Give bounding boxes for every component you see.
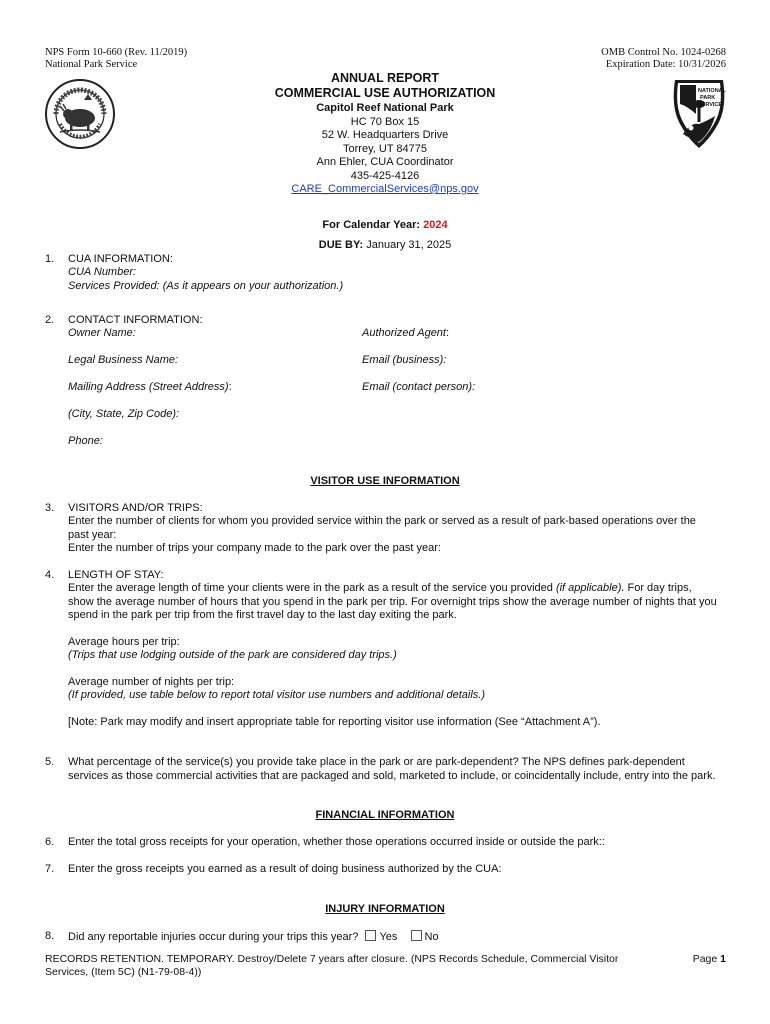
trips-question: Enter the number of trips your company made to the park over the past year: bbox=[68, 542, 441, 554]
coordinator-phone: 435-425-4126 bbox=[350, 169, 420, 182]
form-number: NPS Form 10-660 (Rev. 11/2019) bbox=[45, 47, 188, 58]
due-date bbox=[150, 239, 620, 253]
city-state-zip-field: (City, State, Zip Code): bbox=[68, 408, 180, 420]
section-4-number: 4. bbox=[45, 569, 55, 581]
due-date-value: January 31, 2025 bbox=[363, 239, 452, 251]
records-retention-footer: RECORDS RETENTION. TEMPORARY. Destroy/Delete 7 years after closure. (NPS Records Schedule, Commercial Visitor Services, (Item 5C) (N1-79-08-4)) bbox=[45, 953, 619, 978]
calendar-year-label: For Calendar Year: bbox=[322, 219, 424, 231]
email-link[interactable]: CARE_CommercialServices@nps.gov bbox=[291, 183, 479, 195]
phone-field: Phone: bbox=[68, 435, 103, 447]
page-label: Page bbox=[692, 953, 721, 965]
calendar-year-value: 2024 bbox=[423, 219, 448, 231]
injury-question-row bbox=[68, 930, 439, 945]
arrowhead-text-service: SERVICE bbox=[698, 102, 723, 108]
title-block bbox=[150, 71, 620, 197]
injury-heading: INJURY INFORMATION bbox=[325, 903, 445, 915]
owner-name-field: Owner Name: bbox=[68, 327, 136, 339]
section-2-number: 2. bbox=[45, 314, 55, 326]
section-6-number: 6. bbox=[45, 836, 55, 848]
section-5-number: 5. bbox=[45, 756, 55, 768]
yes-label: Yes bbox=[379, 931, 398, 943]
email-business-field: Email (business): bbox=[362, 354, 447, 366]
email-contact-field: Email (contact person): bbox=[362, 381, 476, 393]
section-1-number: 1. bbox=[45, 253, 55, 265]
no-label: No bbox=[424, 931, 439, 943]
authorized-agent-colon: : bbox=[445, 327, 450, 339]
arrowhead-text-national: NATIONAL bbox=[698, 88, 727, 94]
page-number-value: 1 bbox=[720, 953, 726, 965]
mailing-address-label: Mailing Address (Street Address) bbox=[68, 381, 229, 393]
arrowhead-text-park: PARK bbox=[700, 95, 716, 101]
nps-arrowhead-icon bbox=[669, 76, 729, 150]
page-number bbox=[693, 953, 726, 967]
park-modification-note: [Note: Park may modify and insert appropriate table for reporting visitor use information (See “Attachment A”). bbox=[68, 716, 601, 728]
visitors-clients-question: Enter the number of clients for whom you provided service within the park or served as a result of park-based operations over the past year: bbox=[68, 515, 696, 541]
mailing-address-colon: : bbox=[228, 381, 232, 393]
due-date-label: DUE BY: bbox=[318, 239, 364, 251]
average-hours-note: (Trips that use lodging outside of the park are considered day trips.) bbox=[68, 649, 397, 661]
injury-question: Did any reportable injuries occur during your trips this year? bbox=[68, 931, 359, 943]
park-dependent-question: What percentage of the service(s) you provide take place in the park or are park-dependent? The NPS defines park-dependent services as those commercial activities that are packaged and sold, marketed to include, or coincidentally include, entry into the park. bbox=[68, 756, 716, 782]
authorized-agent-label: Authorized Agent bbox=[362, 327, 446, 339]
cua-gross-receipts-question: Enter the gross receipts you earned as a result of doing business authorized by the CUA: bbox=[68, 863, 502, 875]
length-of-stay-text-c: For day trips, show the average number of hours that you spend in the park per trip. For overnight trips show the average number of nights that you spend in the park per trip from the first travel day to the last day exiting the park. bbox=[68, 582, 717, 621]
section-1-title: CUA INFORMATION: bbox=[68, 253, 173, 265]
services-provided-field: Services Provided: (As it appears on your authorization.) bbox=[68, 280, 344, 292]
section-7-number: 7. bbox=[45, 863, 55, 875]
section-8-number: 8. bbox=[45, 930, 55, 942]
report-subtitle: COMMERCIAL USE AUTHORIZATION bbox=[274, 86, 496, 100]
authorized-agent-field bbox=[362, 327, 449, 341]
total-gross-receipts-question: Enter the total gross receipts for your operation, whether those operations occurred inside or outside the park:: bbox=[68, 836, 605, 848]
address-line-1: HC 70 Box 15 bbox=[350, 115, 420, 128]
section-3-title: VISITORS AND/OR TRIPS: bbox=[68, 502, 203, 514]
financial-heading: FINANCIAL INFORMATION bbox=[315, 809, 455, 821]
seal-icon bbox=[44, 78, 116, 150]
expiration-date: Expiration Date: 10/31/2026 bbox=[605, 59, 726, 70]
omb-control-number: OMB Control No. 1024-0268 bbox=[601, 47, 726, 58]
agency-name: National Park Service bbox=[45, 59, 138, 70]
yes-checkbox[interactable] bbox=[365, 930, 376, 941]
section-4-title: LENGTH OF STAY: bbox=[68, 569, 164, 581]
length-of-stay-text-a: Enter the average length of time your clients were in the park as a result of the service you provided bbox=[68, 582, 556, 594]
calendar-year bbox=[150, 219, 620, 233]
section-2-title: CONTACT INFORMATION: bbox=[68, 314, 203, 326]
report-title: ANNUAL REPORT bbox=[330, 71, 440, 85]
coordinator-name: Ann Ehler, CUA Coordinator bbox=[316, 156, 454, 168]
average-hours-label: Average hours per trip: bbox=[68, 636, 180, 648]
park-name: Capitol Reef National Park bbox=[316, 102, 454, 114]
legal-business-name-field: Legal Business Name: bbox=[68, 354, 179, 366]
section-3-number: 3. bbox=[45, 502, 55, 514]
no-checkbox[interactable] bbox=[411, 930, 422, 941]
average-nights-note: (If provided, use table below to report total visitor use numbers and additional details.) bbox=[68, 689, 486, 701]
address-line-2: 52 W. Headquarters Drive bbox=[321, 129, 449, 141]
mailing-address-field bbox=[68, 381, 232, 395]
visitor-use-heading: VISITOR USE INFORMATION bbox=[310, 475, 460, 487]
length-of-stay-paragraph bbox=[68, 582, 718, 623]
average-nights-label: Average number of nights per trip: bbox=[68, 676, 235, 688]
address-line-3: Torrey, UT 84775 bbox=[343, 142, 427, 155]
cua-number-field: CUA Number: bbox=[68, 266, 137, 278]
length-of-stay-text-b: (if applicable). bbox=[555, 582, 625, 594]
